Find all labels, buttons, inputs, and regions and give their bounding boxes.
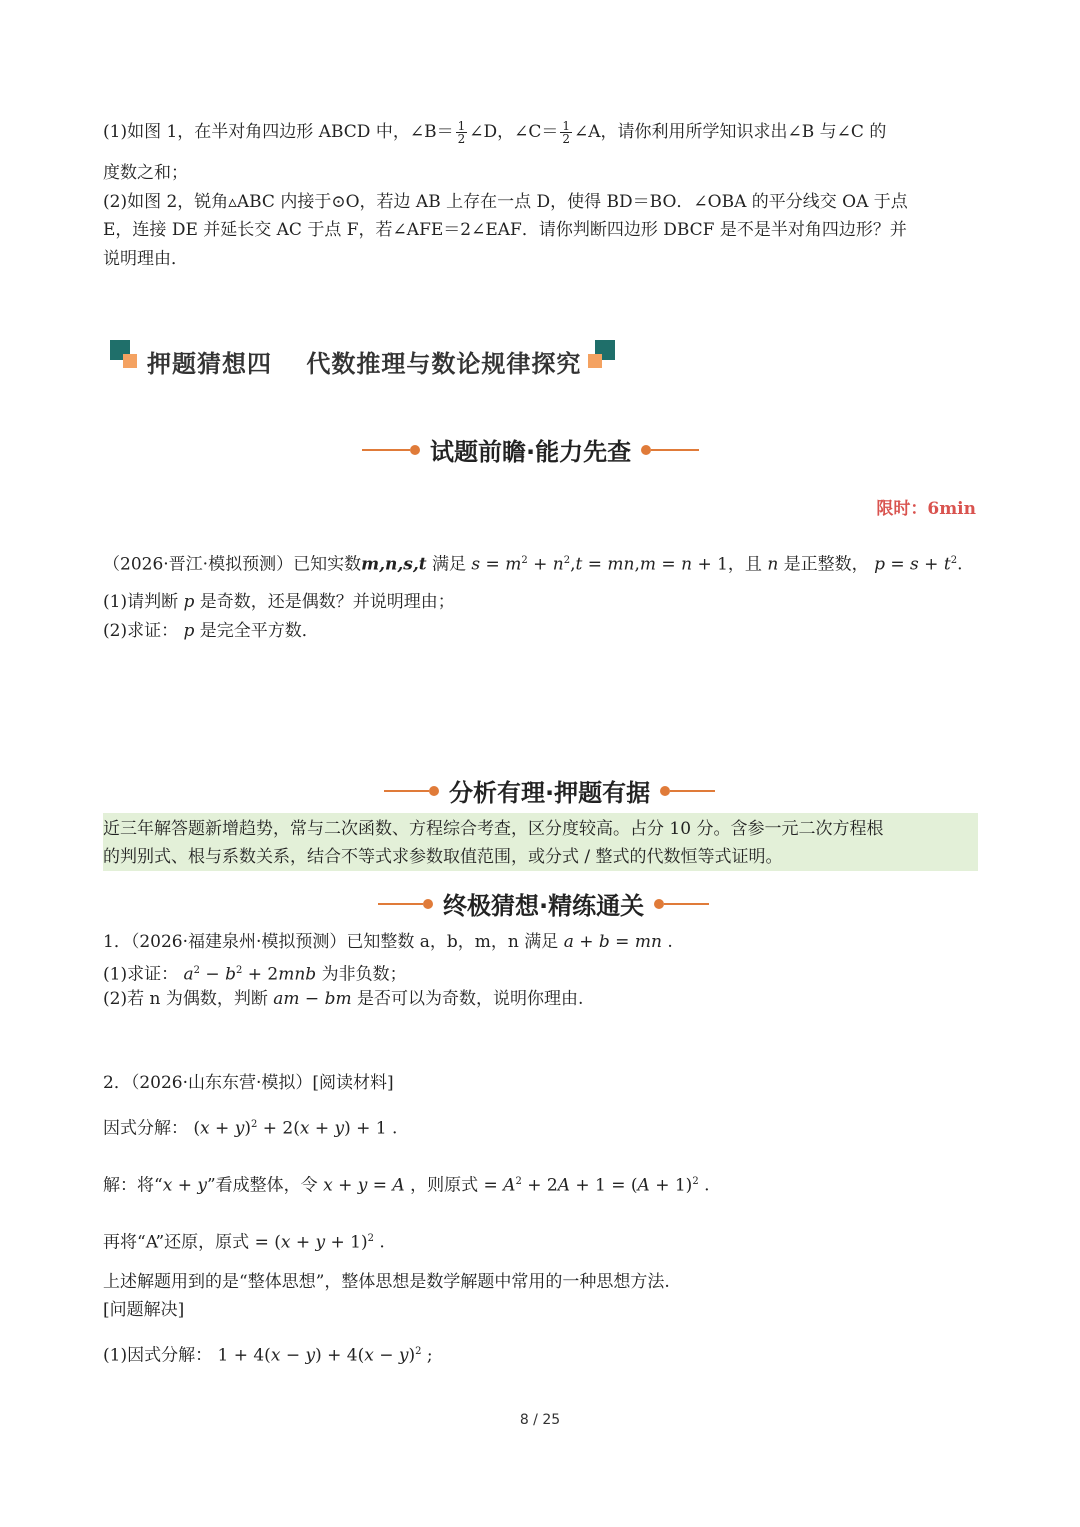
- p2-restore: 再将“A”还原，原式 = $(x + y + 1)^2$ .: [103, 1232, 385, 1253]
- p1-q2: (2)若 n 为偶数，判断 am − bm 是否可以为奇数，说明你理由.: [103, 989, 584, 1009]
- prev-q1-line2: 度数之和；: [103, 163, 188, 183]
- section-title: 押题猜想四 代数推理与数论规律探究: [147, 350, 582, 378]
- preview-q1: (1)请判断 p 是奇数，还是偶数？并说明理由；: [103, 592, 455, 612]
- p2-note: 上述解题用到的是“整体思想”，整体思想是数学解题中常用的一种思想方法.: [103, 1272, 670, 1292]
- preview-q2: (2)求证： p 是完全平方数．: [103, 621, 319, 641]
- decor-square-icon: [123, 354, 137, 368]
- p1-head: 1．（2026·福建泉州·模拟预测）已知整数 a，b，m，n 满足 a + b = mn .: [103, 932, 673, 952]
- p2-factor: 因式分解： $(x + y)^2 + 2(x + y) + 1$ .: [103, 1118, 398, 1139]
- banner-analysis: 分析有理·押题有据: [384, 773, 715, 808]
- prev-q2-line3: 说明理由．: [103, 249, 188, 269]
- page-number: 8 / 25: [519, 1412, 561, 1428]
- p1-q1: (1)求证： $a^2 - b^2 + 2mnb$ 为非负数；: [103, 964, 407, 985]
- preview-line1: （2026·晋江·模拟预测）已知实数m,n,s,t 满足 $s = m^2 + n^2,t = mn,m = n + 1$，且 n 是正整数， $p = s + t^2$.: [103, 554, 963, 575]
- dot-icon: [641, 445, 651, 455]
- dot-icon: [654, 899, 664, 909]
- p2-head: 2．（2026·山东东营·模拟）[阅读材料]: [103, 1073, 394, 1093]
- prev-q1-line: (1)如图 1，在半对角四边形 ABCD 中，∠B＝ $\frac{1}{2}$ ∠D，∠C＝ $\frac{1}{2}$ ∠A，请你利用所学知识求出∠B 与∠C 的: [103, 119, 887, 146]
- time-limit: 限时：6min: [876, 499, 976, 519]
- banner-preview: 试题前瞻·能力先查: [362, 432, 699, 467]
- analysis-box: 近三年解答题新增趋势，常与二次函数、方程综合考查，区分度较高。占分 10 分。含参一元二次方程根 的判别式、根与系数关系，结合不等式求参数取值范围，或分式 / 整式的代数恒等式证明。: [103, 813, 978, 871]
- fraction-half: $\frac{1}{2}$: [457, 119, 466, 146]
- p2-problem-label: [问题解决]: [103, 1300, 185, 1320]
- p2-solution: 解：将“x + y”看成整体，令 x + y = A ，则原式 = $A^2 + 2A + 1 = (A + 1)^2$ .: [103, 1175, 710, 1196]
- p2-q1: (1)因式分解： $1 + 4(x - y) + 4(x - y)^2$ ;: [103, 1345, 433, 1366]
- dot-icon: [429, 786, 439, 796]
- banner-practice: 终极猜想·精练通关: [378, 886, 709, 921]
- dot-icon: [660, 786, 670, 796]
- dot-icon: [410, 445, 420, 455]
- decor-square-icon: [588, 354, 602, 368]
- prev-q2-line2: E，连接 DE 并延长交 AC 于点 F，若∠AFE＝2∠EAF．请你判断四边形 DBCF 是不是半对角四边形？并: [103, 220, 907, 240]
- dot-icon: [423, 899, 433, 909]
- fraction-half: $\frac{1}{2}$: [562, 119, 570, 146]
- prev-q2-line1: (2)如图 2，锐角▵ABC 内接于⊙O，若边 AB 上存在一点 D，使得 BD＝BO．∠OBA 的平分线交 OA 于点: [103, 192, 908, 212]
